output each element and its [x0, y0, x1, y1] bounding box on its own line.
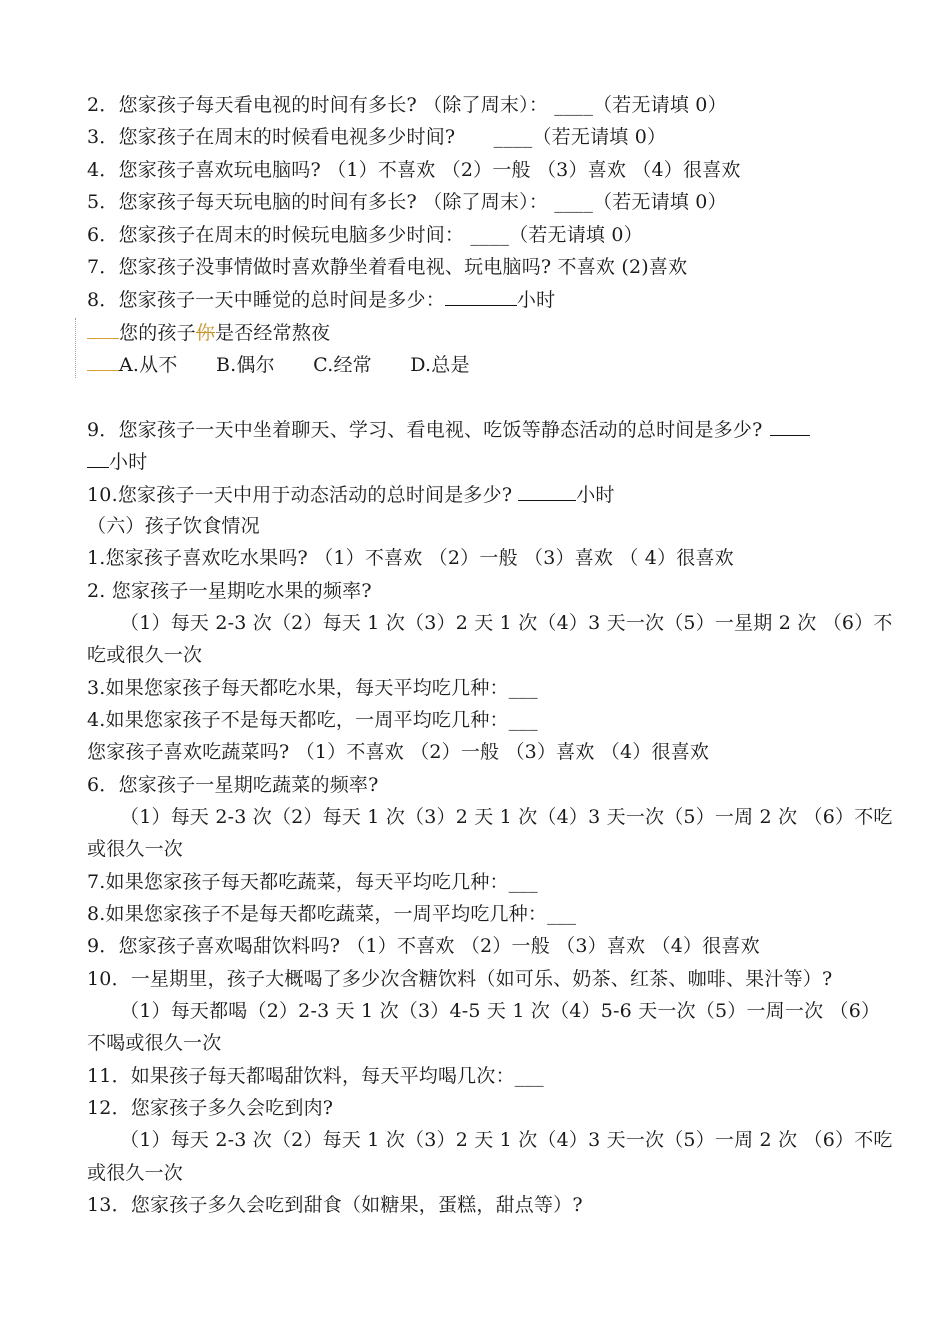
- revision-marker: [75, 318, 77, 378]
- stay-up-question: [87, 320, 330, 345]
- diet-question-2-options-cont: 吃或很久一次: [87, 644, 203, 666]
- answer-blank: [445, 287, 517, 306]
- question-3: 3．您家孩子在周末的时候看电视多少时间? ____（若无请填 0）: [87, 126, 667, 148]
- question-8-unit: 小时: [516, 289, 556, 311]
- answer-blank: [770, 417, 810, 436]
- question-9-unit: 小时: [109, 451, 148, 473]
- question-8-text: 8．您家孩子一天中睡觉的总时间是多少：: [87, 289, 445, 311]
- tracked-insertion-blank: [87, 320, 119, 339]
- diet-question-10-options: （1）每天都喝（2）2-3 天 1 次（3）4-5 天 1 次（4）5-6 天一次（5）一周一次 （6）: [120, 1000, 881, 1022]
- section-heading-diet: （六）孩子饮食情况: [87, 515, 260, 537]
- diet-question-12-options: （1）每天 2-3 次（2）每天 1 次（3）2 天 1 次（4）3 天一次（5）一周 2 次 （6）不吃: [120, 1129, 893, 1151]
- question-8: [87, 287, 555, 312]
- question-7: 7．您家孩子没事情做时喜欢静坐着看电视、玩电脑吗? 不喜欢 (2)喜欢: [87, 256, 688, 278]
- diet-question-6: 6．您家孩子一星期吃蔬菜的频率?: [87, 774, 379, 796]
- diet-question-12-options-cont: 或很久一次: [87, 1162, 184, 1184]
- diet-question-2: 2. 您家孩子一星期吃水果的频率?: [87, 580, 372, 602]
- question-10-text: 10.您家孩子一天中用于动态活动的总时间是多少?: [87, 484, 513, 506]
- question-10-unit: 小时: [576, 484, 615, 506]
- question-5: 5．您家孩子每天玩电脑的时间有多长? （除了周末）： ____（若无请填 0）: [87, 191, 727, 213]
- stay-up-text-a: 您的孩子: [119, 322, 196, 344]
- diet-question-13: 13．您家孩子多久会吃到甜食（如糖果，蛋糕，甜点等）?: [87, 1194, 583, 1216]
- deleted-text: 你: [195, 322, 216, 344]
- answer-blank: [518, 482, 576, 501]
- diet-question-6-options: （1）每天 2-3 次（2）每天 1 次（3）2 天 1 次（4）3 天一次（5）一周 2 次 （6）不吃: [120, 806, 893, 828]
- diet-question-3: 3.如果您家孩子每天都吃水果，每天平均吃几种：___: [87, 677, 538, 699]
- stay-up-options: [87, 352, 470, 377]
- question-6: 6．您家孩子在周末的时候玩电脑多少时间： ____（若无请填 0）: [87, 224, 643, 246]
- diet-question-2-options: （1）每天 2-3 次（2）每天 1 次（3）2 天 1 次（4）3 天一次（5）一星期 2 次 （6）不: [120, 612, 893, 634]
- stay-up-text-b: 是否经常熬夜: [215, 322, 331, 344]
- question-9-cont: [87, 449, 147, 474]
- diet-question-12: 12．您家孩子多久会吃到肉?: [87, 1097, 334, 1119]
- diet-question-10: 10．一星期里，孩子大概喝了多少次含糖饮料（如可乐、奶茶、红茶、咖啡、果汁等）?: [87, 968, 833, 990]
- diet-question-10-options-cont: 不喝或很久一次: [87, 1032, 222, 1054]
- diet-question-1: 1.您家孩子喜欢吃水果吗? （1）不喜欢 （2）一般 （3）喜欢 （ 4）很喜欢: [87, 547, 734, 569]
- diet-question-8: 8.如果您家孩子不是每天都吃蔬菜，一周平均吃几种：___: [87, 903, 577, 925]
- question-2: 2．您家孩子每天看电视的时间有多长? （除了周末）： ____（若无请填 0）: [87, 94, 727, 116]
- question-9: [87, 417, 810, 442]
- stay-up-options-text: A.从不 B.偶尔 C.经常 D.总是: [119, 354, 470, 376]
- tracked-insertion-blank: [87, 352, 119, 371]
- diet-question-7: 7.如果您家孩子每天都吃蔬菜，每天平均吃几种：___: [87, 871, 538, 893]
- question-4: 4．您家孩子喜欢玩电脑吗? （1）不喜欢 （2）一般 （3）喜欢 （4）很喜欢: [87, 159, 741, 181]
- diet-question-4: 4.如果您家孩子不是每天都吃，一周平均吃几种：___: [87, 709, 538, 731]
- diet-question-5: 您家孩子喜欢吃蔬菜吗? （1）不喜欢 （2）一般 （3）喜欢 （4）很喜欢: [87, 741, 710, 763]
- question-10: [87, 482, 615, 507]
- answer-blank: [87, 449, 109, 468]
- question-9-text: 9．您家孩子一天中坐着聊天、学习、看电视、吃饭等静态活动的总时间是多少?: [87, 419, 763, 441]
- diet-question-6-options-cont: 或很久一次: [87, 838, 184, 860]
- diet-question-9: 9．您家孩子喜欢喝甜饮料吗? （1）不喜欢 （2）一般 （3）喜欢 （4）很喜欢: [87, 935, 760, 957]
- diet-question-11: 11．如果孩子每天都喝甜饮料，每天平均喝几次：___: [87, 1065, 544, 1087]
